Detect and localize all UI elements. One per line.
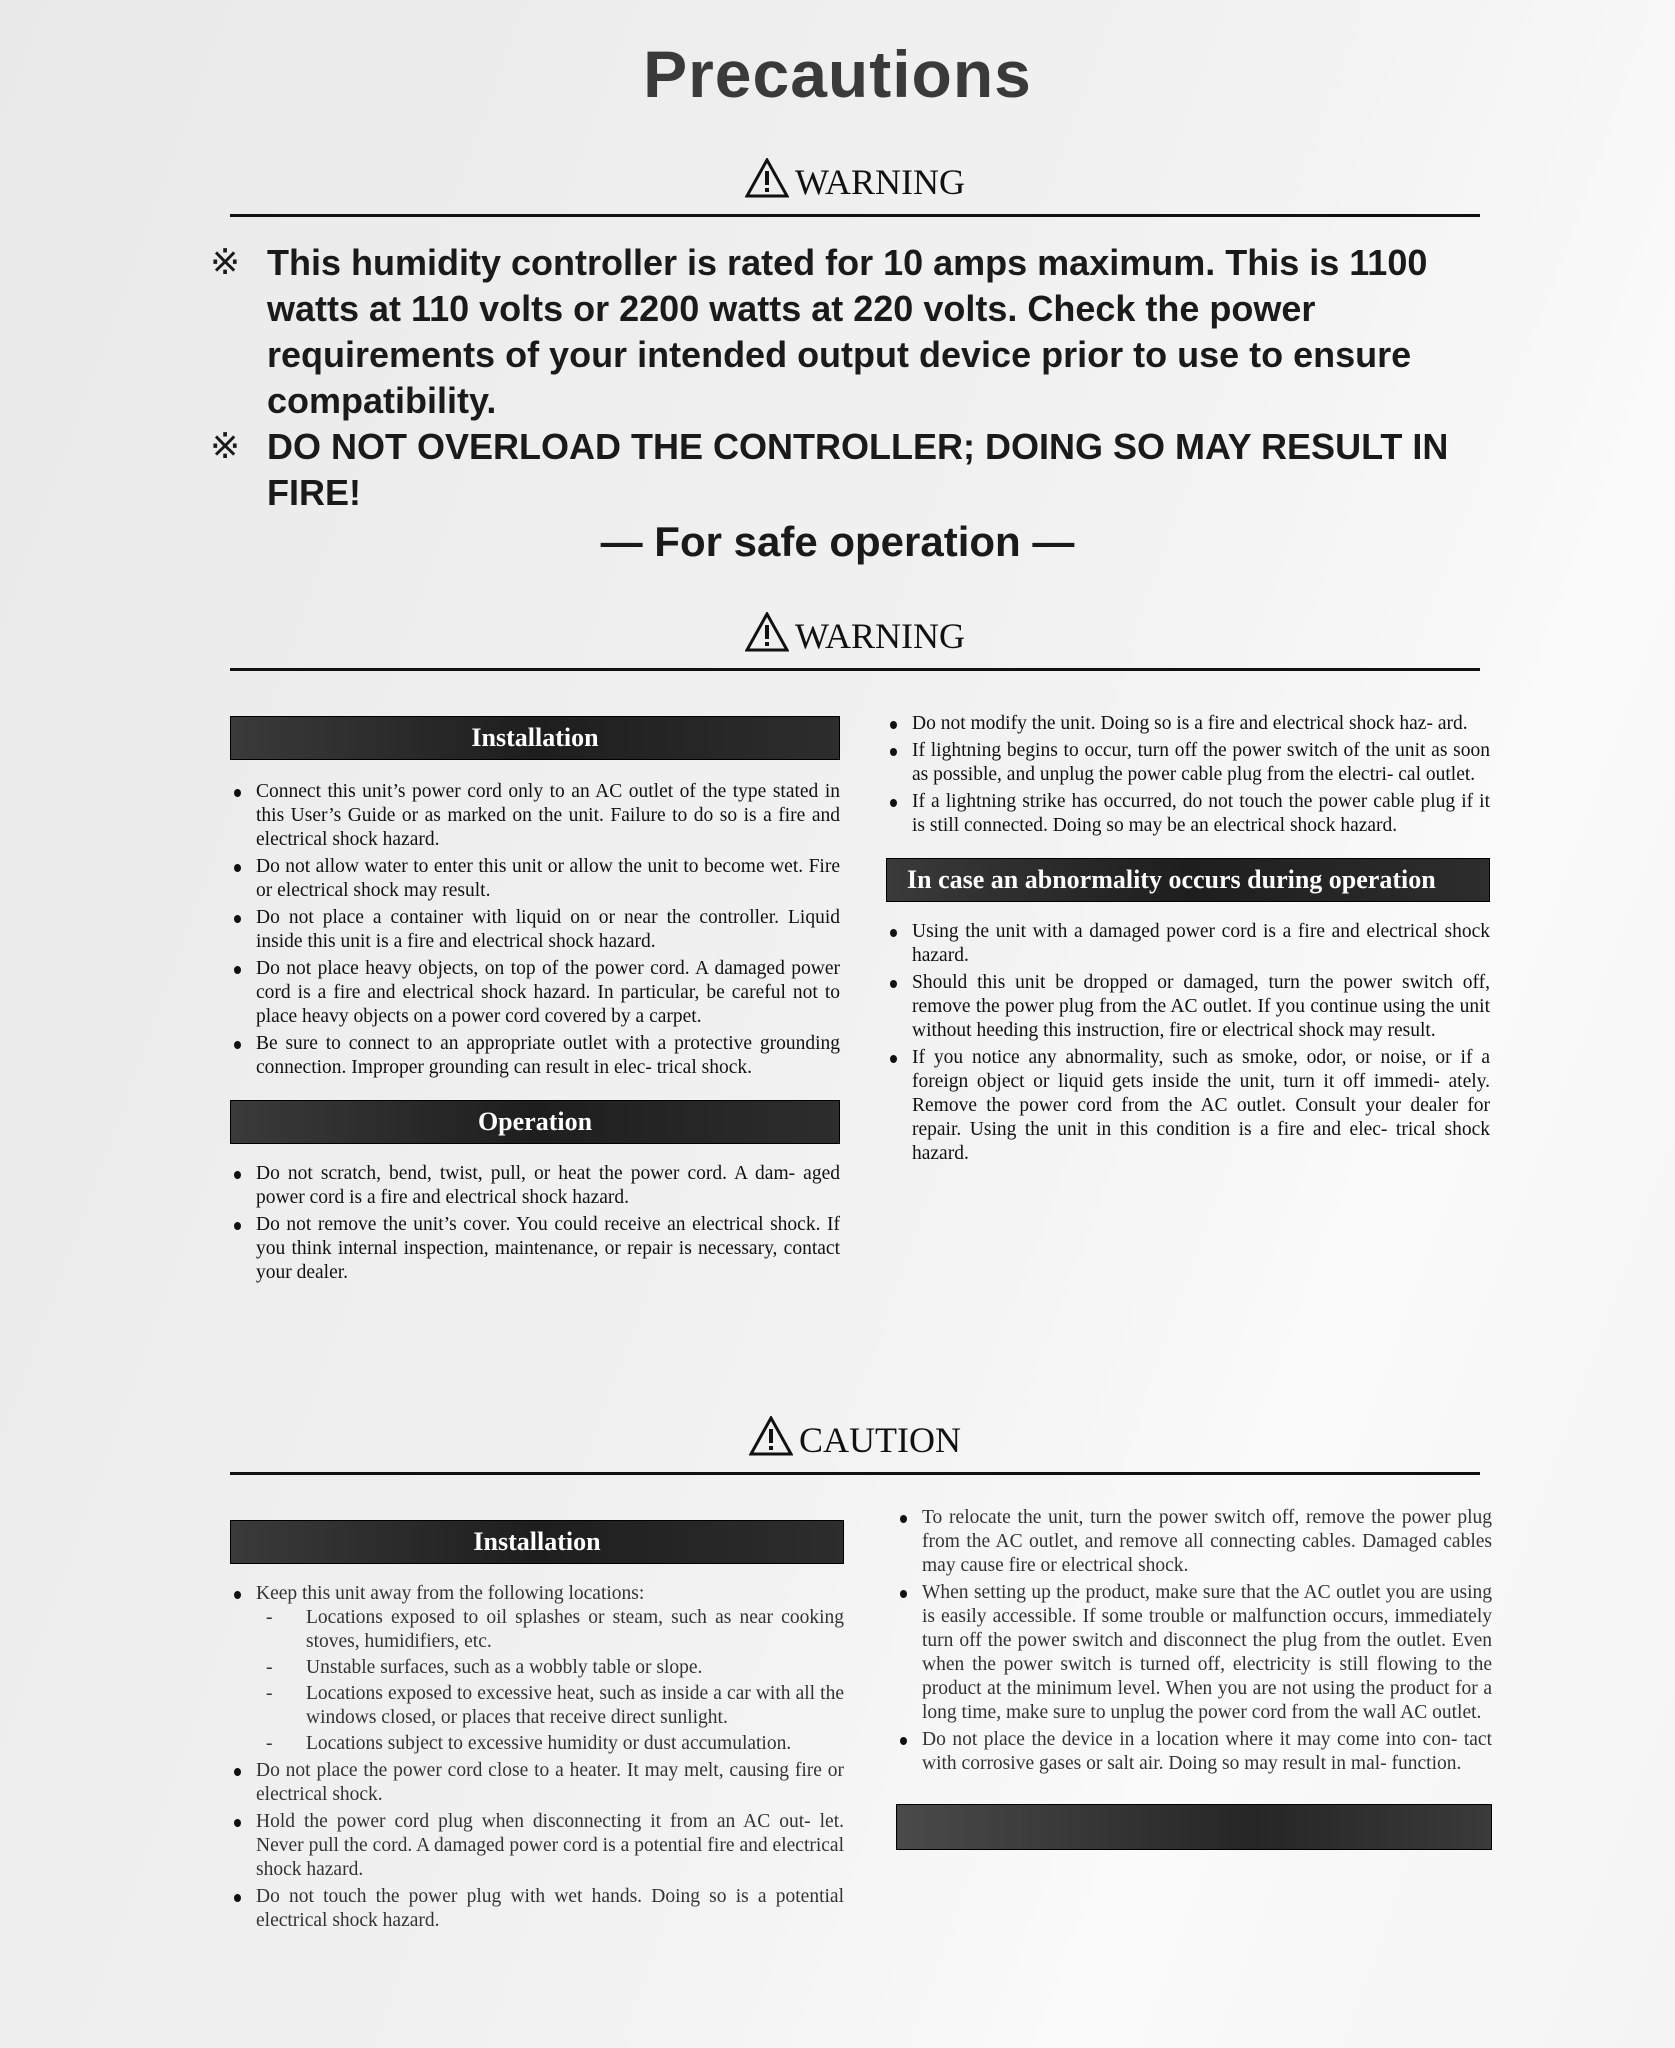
list-item: Do not place a container with liquid on or near the controller. Liquid inside this unit is a fire and electrical shock hazard. <box>230 906 840 954</box>
locations-list <box>256 1606 844 1756</box>
location-item: - Locations subject to excessive humidity or dust accumulation. <box>256 1732 844 1756</box>
warning-triangle-icon <box>745 612 789 652</box>
list-item <box>230 1582 844 1756</box>
installation-list <box>230 780 840 1080</box>
keep-away-text: Keep this unit away from the following locations: <box>256 1583 645 1604</box>
caution-left-column <box>230 1520 844 1936</box>
divider-rule <box>230 1472 1480 1475</box>
caution-label: CAUTION <box>799 1420 961 1460</box>
warning-heading-safe-operation <box>230 612 1480 657</box>
caution-heading <box>230 1416 1480 1461</box>
list-item: Do not place the power cord close to a heater. It may melt, causing fire or electrical shock. <box>230 1759 844 1807</box>
list-item: If you notice any abnormality, such as smoke, odor, or noise, or if a foreign object or liquid gets inside the unit, turn it off immedi- ately. Remove the power cord from the AC outlet. Consult your dealer for repair. Using the unit in this condition is a fire and elec- trical shock hazard. <box>886 1046 1490 1166</box>
warning-label: WARNING <box>795 616 965 656</box>
safe-operation-heading: — For safe operation — <box>600 518 1075 565</box>
location-item: - Locations exposed to excessive heat, such as inside a car with all the windows closed, or places that receive direct sunlight. <box>256 1682 844 1730</box>
location-item: - Unstable surfaces, such as a wobbly table or slope. <box>256 1656 844 1680</box>
list-item: Be sure to connect to an appropriate outlet with a protective grounding connection. Improper grounding can result in elec- trical shock. <box>230 1032 840 1080</box>
list-item: Hold the power cord plug when disconnecting it from an AC out- let. Never pull the cord. A damaged power cord is a potential fire and electrical shock hazard. <box>230 1810 844 1882</box>
abnormality-list <box>886 920 1490 1166</box>
empty-section-banner <box>896 1804 1492 1850</box>
warning-heading-top <box>230 158 1480 203</box>
list-item: Do not touch the power plug with wet hands. Doing so is a potential electrical shock hazard. <box>230 1885 844 1933</box>
caution-installation-list <box>230 1582 844 1933</box>
list-item: When setting up the product, make sure that the AC outlet you are using is easily accessible. If some trouble or malfunction occurs, immediately turn off the power switch and disconnect the plug from the outlet. Even when the power switch is turned off, electricity is still flowing to the product at the minimum level. When you are not using the product for a long time, make sure to unplug the power cord from the wall AC outlet. <box>896 1581 1492 1725</box>
list-item: Do not scratch, bend, twist, pull, or heat the power cord. A dam- aged power cord is a fire and electrical shock hazard. <box>230 1162 840 1210</box>
warning-left-column <box>230 716 840 1288</box>
list-item: Do not place heavy objects, on top of the power cord. A damaged power cord is a fire and electrical shock hazard. In particular, be careful not to place heavy objects on a power cord covered by a carpet. <box>230 957 840 1029</box>
divider-rule <box>230 668 1480 671</box>
list-item: Connect this unit’s power cord only to an AC outlet of the type stated in this User’s Guide or as marked on the unit. Failure to do so is a fire and electrical shock hazard. <box>230 780 840 852</box>
notice-text: This humidity controller is rated for 10 amps maximum. This is 1100 watts at 110 volts or 2200 watts at 220 volts. Check the power requirements of your intended output device prior to use to ensure compatibility. <box>267 242 1428 421</box>
notice-text: DO NOT OVERLOAD THE CONTROLLER; DOING SO MAY RESULT IN FIRE! <box>267 426 1449 513</box>
list-item: If lightning begins to occur, turn off the power switch of the unit as soon as possible, and unplug the power cable plug from the electri- cal outlet. <box>886 739 1490 787</box>
operation-list <box>230 1162 840 1285</box>
warning-right-column <box>886 712 1490 1169</box>
caution-triangle-icon <box>749 1416 793 1456</box>
notice-item <box>210 424 1500 516</box>
operation-banner: Operation <box>230 1100 840 1144</box>
abnormality-banner: In case an abnormality occurs during operation <box>886 858 1490 902</box>
divider-rule <box>230 214 1480 217</box>
list-item: To relocate the unit, turn the power switch off, remove the power plug from the AC outlet, and remove all connecting cables. Damaged cables may cause fire or electrical shock. <box>896 1506 1492 1578</box>
warning-label: WARNING <box>795 162 965 202</box>
caution-right-list <box>896 1506 1492 1776</box>
reference-mark-icon: ※ <box>210 426 241 467</box>
warning-triangle-icon <box>745 158 789 198</box>
reference-mark-icon: ※ <box>210 242 241 283</box>
page-title: Precautions <box>643 37 1032 111</box>
list-item: If a lightning strike has occurred, do not touch the power cable plug if it is still connected. Doing so may be an electrical shock hazard. <box>886 790 1490 838</box>
caution-installation-banner: Installation <box>230 1520 844 1564</box>
list-item: Do not remove the unit’s cover. You could receive an electrical shock. If you think internal inspection, maintenance, or repair is necessary, contact your dealer. <box>230 1213 840 1285</box>
top-notices <box>210 240 1500 516</box>
warning-right-list <box>886 712 1490 838</box>
list-item: Do not modify the unit. Doing so is a fire and electrical shock haz- ard. <box>886 712 1490 736</box>
list-item: Using the unit with a damaged power cord is a fire and electrical shock hazard. <box>886 920 1490 968</box>
location-item: - Locations exposed to oil splashes or steam, such as near cooking stoves, humidifiers, etc. <box>256 1606 844 1654</box>
list-item: Do not place the device in a location where it may come into con- tact with corrosive gases or salt air. Doing so may result in mal- function. <box>896 1728 1492 1776</box>
list-item: Should this unit be dropped or damaged, turn the power switch off, remove the power plug from the AC outlet. If you continue using the unit without heeding this instruction, fire or electrical shock may result. <box>886 971 1490 1043</box>
list-item: Do not allow water to enter this unit or allow the unit to become wet. Fire or electrical shock may result. <box>230 855 840 903</box>
caution-right-column <box>896 1506 1492 1850</box>
notice-item <box>210 240 1500 424</box>
installation-banner: Installation <box>230 716 840 760</box>
